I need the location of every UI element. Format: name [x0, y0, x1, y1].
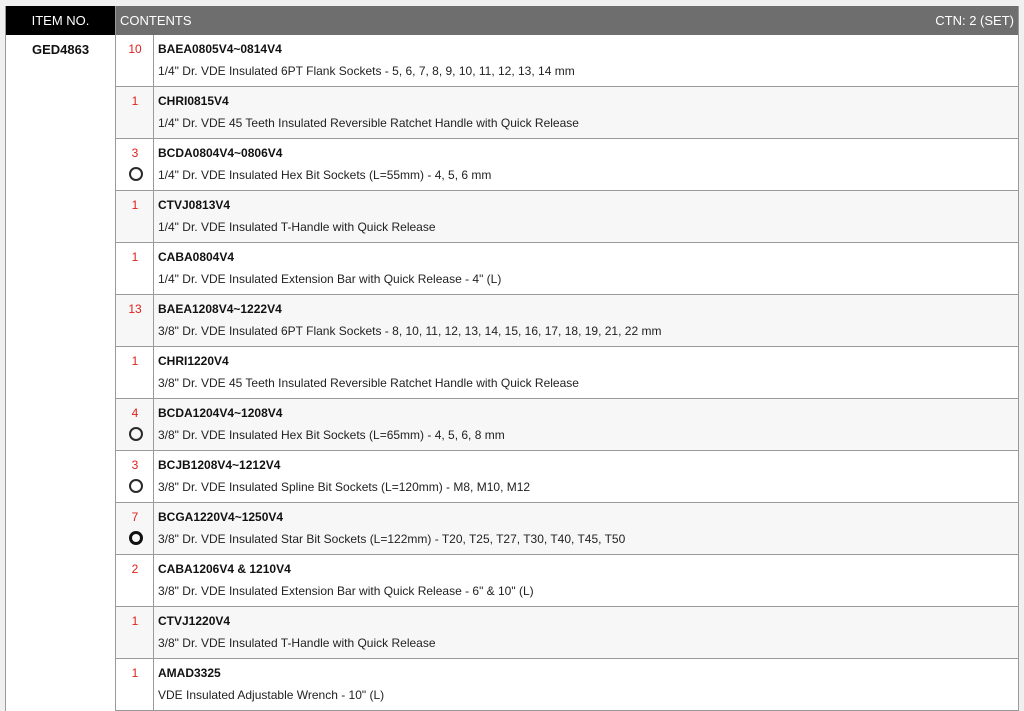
- description-cell: [154, 503, 1018, 554]
- part-description: 1/4" Dr. VDE Insulated Extension Bar with Quick Release - 4" (L): [158, 272, 502, 286]
- part-description: 3/8" Dr. VDE Insulated Hex Bit Sockets (L=65mm) - 4, 5, 6, 8 mm: [158, 428, 505, 442]
- part-code: CHRI1220V4: [158, 354, 229, 368]
- part-code: BCDA0804V4~0806V4: [158, 146, 283, 160]
- header-ctn: CTN: 2 (SET): [935, 13, 1014, 28]
- table-row: [116, 659, 1018, 711]
- description-cell: [154, 555, 1018, 606]
- description-cell: [154, 87, 1018, 138]
- part-code: CABA0804V4: [158, 250, 235, 264]
- description-cell: [154, 347, 1018, 398]
- description-cell: [154, 451, 1018, 502]
- description-cell: [154, 295, 1018, 346]
- part-code: BCDA1204V4~1208V4: [158, 406, 283, 420]
- part-description: 1/4" Dr. VDE Insulated 6PT Flank Sockets - 5, 6, 7, 8, 9, 10, 11, 12, 13, 14 mm: [158, 64, 575, 78]
- header-contents-label: CONTENTS: [120, 13, 192, 28]
- part-description: 3/8" Dr. VDE 45 Teeth Insulated Reversible Ratchet Handle with Quick Release: [158, 376, 579, 390]
- table-row: [116, 607, 1018, 659]
- quantity: 13: [128, 302, 142, 316]
- qty-cell: [116, 607, 154, 658]
- part-description: 1/4" Dr. VDE Insulated T-Handle with Quick Release: [158, 220, 436, 234]
- qty-cell: [116, 191, 154, 242]
- quantity: 1: [131, 666, 139, 680]
- quantity: 7: [131, 510, 139, 524]
- part-code: BCGA1220V4~1250V4: [158, 510, 284, 524]
- part-description: 3/8" Dr. VDE Insulated Extension Bar with Quick Release - 6" & 10" (L): [158, 584, 534, 598]
- contents-table: [5, 6, 1019, 711]
- table-row: [116, 35, 1018, 87]
- header-contents: [116, 6, 1018, 35]
- table-header: [6, 6, 1018, 35]
- part-description: 3/8" Dr. VDE Insulated Star Bit Sockets (L=122mm) - T20, T25, T27, T30, T40, T45, T50: [158, 532, 626, 546]
- table-row: [116, 399, 1018, 451]
- part-description: VDE Insulated Adjustable Wrench - 10" (L): [158, 688, 385, 702]
- table-row: [116, 191, 1018, 243]
- circle-icon: [129, 167, 143, 181]
- table-body: [6, 35, 1018, 711]
- qty-cell: [116, 243, 154, 294]
- part-code: BCJB1208V4~1212V4: [158, 458, 281, 472]
- part-code: CABA1206V4 & 1210V4: [158, 562, 291, 576]
- contents-rows: [116, 35, 1018, 711]
- part-code: BAEA0805V4~0814V4: [158, 42, 282, 56]
- star-circle-icon: [129, 531, 143, 545]
- table-row: [116, 555, 1018, 607]
- description-cell: [154, 607, 1018, 658]
- qty-cell: [116, 555, 154, 606]
- quantity: 1: [131, 614, 139, 628]
- part-description: 1/4" Dr. VDE Insulated Hex Bit Sockets (L=55mm) - 4, 5, 6 mm: [158, 168, 492, 182]
- description-cell: [154, 243, 1018, 294]
- item-number: GED4863: [6, 35, 116, 711]
- header-item-no: ITEM NO.: [6, 6, 116, 35]
- table-row: [116, 243, 1018, 295]
- quantity: 10: [128, 42, 142, 56]
- part-code: AMAD3325: [158, 666, 221, 680]
- part-code: CTVJ1220V4: [158, 614, 231, 628]
- qty-cell: [116, 139, 154, 190]
- table-row: [116, 295, 1018, 347]
- table-row: [116, 87, 1018, 139]
- qty-cell: [116, 659, 154, 710]
- quantity: 2: [131, 562, 139, 576]
- quantity: 1: [131, 250, 139, 264]
- description-cell: [154, 399, 1018, 450]
- description-cell: [154, 35, 1018, 86]
- description-cell: [154, 659, 1018, 710]
- circle-icon: [129, 427, 143, 441]
- part-description: 3/8" Dr. VDE Insulated 6PT Flank Sockets - 8, 10, 11, 12, 13, 14, 15, 16, 17, 18, 19, 21, 22 mm: [158, 324, 662, 338]
- description-cell: [154, 191, 1018, 242]
- qty-cell: [116, 87, 154, 138]
- quantity: 1: [131, 94, 139, 108]
- qty-cell: [116, 347, 154, 398]
- description-cell: [154, 139, 1018, 190]
- table-row: [116, 503, 1018, 555]
- table-row: [116, 139, 1018, 191]
- quantity: 3: [131, 458, 139, 472]
- table-row: [116, 451, 1018, 503]
- part-code: CTVJ0813V4: [158, 198, 231, 212]
- part-description: 1/4" Dr. VDE 45 Teeth Insulated Reversible Ratchet Handle with Quick Release: [158, 116, 579, 130]
- quantity: 4: [131, 406, 139, 420]
- qty-cell: [116, 295, 154, 346]
- qty-cell: [116, 451, 154, 502]
- qty-cell: [116, 503, 154, 554]
- part-description: 3/8" Dr. VDE Insulated T-Handle with Quick Release: [158, 636, 436, 650]
- quantity: 3: [131, 146, 139, 160]
- part-code: BAEA1208V4~1222V4: [158, 302, 282, 316]
- table-row: [116, 347, 1018, 399]
- quantity: 1: [131, 198, 139, 212]
- qty-cell: [116, 399, 154, 450]
- quantity: 1: [131, 354, 139, 368]
- part-code: CHRI0815V4: [158, 94, 229, 108]
- qty-cell: [116, 35, 154, 86]
- part-description: 3/8" Dr. VDE Insulated Spline Bit Sockets (L=120mm) - M8, M10, M12: [158, 480, 531, 494]
- circle-icon: [129, 479, 143, 493]
